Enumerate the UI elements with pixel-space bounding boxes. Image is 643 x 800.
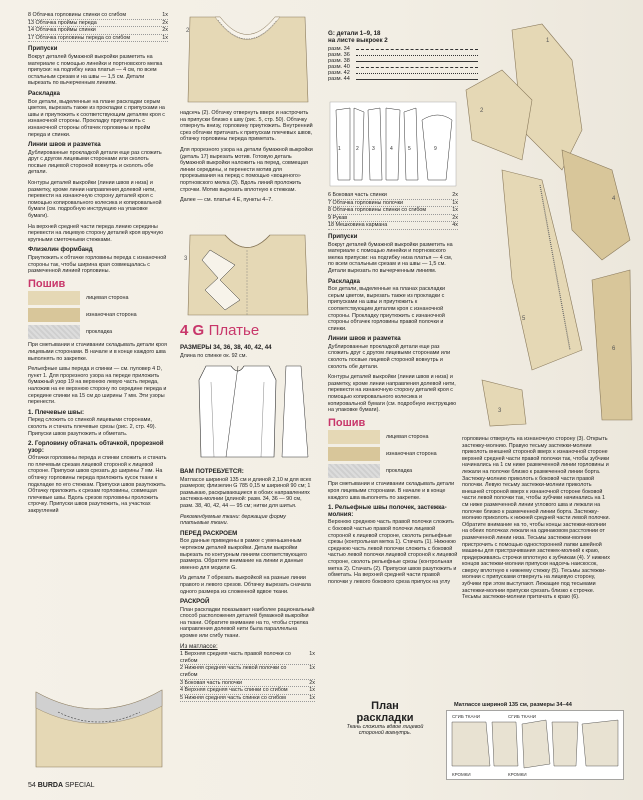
column-4	[462, 436, 612, 605]
label-kromki: КРОМКИ	[452, 772, 471, 777]
layout-diagram-title: Матлассе шириной 135 см, размеры 34–44	[454, 702, 572, 708]
swatch-back	[328, 447, 380, 461]
paragraph: горловины отвернуть на изнаночную сторону (3). Открыть застежку-молнию. Правую тесьму застежки-молнии приколоть внешней стороной вверх к изнаночной стороне верхней средней части правой полочки так, чтобы зубчики начинались на 1 см ниже размеченной линии горловины и лежали на полочке близко к размеченной линии борта. Застежку-молнию приколоть к боковой части правой полочки. Левую тесьму застежки-молнии приколоть внешней стороной вверх к изнаночной стороне боковой части левой полочки так, чтобы зубчики начинались на 1 см ниже размеченной линии углового шва и лежали на полочке близко к размеченной линии борта. Застежку-молнию приколоть к нижней средней части левой полочки. Обратите внимание на то, чтобы концы застежки-молнии на обеих полочках лежали на одинаковом расстоянии от размеченной линии низа. Тесьмы застежки-молнии пристрочить с помощью односторонней лапки швейной машины для пристрачивания застежек-молний к краю, придерживаясь строчки вплотную к зубчикам (4). У нижних концов застежки-молнии припуски надсечь наискосок, сверху вплотную к нижнему стежку (5). Тесьмы застежки-молнии с припусками отвернуть на лицевую сторону, зубчики при этом выступают. Лежащие под тесьмами застежки-молнии припуски срезать близко к строчке. Тесьмы застежки-молнии притачать к краю (6).	[462, 436, 610, 601]
figure-bodice-motif	[180, 230, 315, 318]
heading-cut: РАСКРОЙ	[180, 598, 210, 606]
paragraph: Из детали 7 обрезать выкройкой на разные линии правого и левого срезов. Обтачку вырезать сначала одного размера из сложенной вдвое ткани.	[180, 575, 311, 595]
figure-bodice-top	[180, 12, 315, 107]
legend-back: изнаночная сторона	[328, 447, 458, 461]
swatch-pad	[328, 464, 380, 478]
layout-plan-caption	[335, 700, 435, 760]
paragraph: Все детали, выделенные на плане раскладки серым цветом, вырезать также из прокладки с припусками на швы и приутюжить к соответствующим деталям кроя с изнаночной стороны. Прокладку приутюжить с изнаночной стороны обтачек горловины и пройм переда и спинки.	[28, 98, 165, 138]
figure-number: 5	[522, 316, 526, 322]
paragraph: Перед сложить со спинкой лицевыми сторонами, сколоть и стачать плечевые срезы (рис. 2, стр. 49). Припуски швов разутюжить и обметать.	[28, 417, 157, 437]
model-code: 4 G	[180, 322, 205, 339]
column-1	[28, 12, 168, 519]
paragraph: Контуры деталей выкройки (линии швов и низа) и разметку, кроме линии направления долевой нити, перевести на изнаночную сторону деталей кроя с помощью копировального колесика и копировальной бумаги (см. подробную инструкцию на упаковке бумаги).	[28, 180, 162, 220]
paragraph: Далее — см. платье 4 E, пункты 4–7.	[180, 197, 273, 204]
figure-number: 3	[184, 256, 188, 262]
figure-neck-facing	[28, 672, 170, 772]
paragraph: Обтачки горловины переда и спинки сложить и стачать по плечевым срезам лицевой стороной к лицевой стороне. Припуски швов срезать до ширины 7 мм. На обтачку горловины переда приложить кусок ткани к подкладке по его стежкам. Припуски швов разутюжить. Обтачку приложить к срезам горловины, совмещая плечевые швы. Вдоль срезов горловины проложить строчку. Припуски швов разутюжить, на участках закруглений	[28, 455, 167, 515]
pattern-sizes-box	[328, 30, 478, 82]
parts-list-col3	[328, 192, 458, 230]
heading-before: ПЕРЕД РАСКРОЕМ	[180, 529, 238, 537]
svg-text:9: 9	[434, 146, 437, 152]
paragraph: Приутюжить к обтачке горловины переда с изнаночной стороны так, чтобы ширина края совмещалась с размеченной линией горловины.	[28, 255, 167, 275]
heading-linii: Линии швов и разметка	[28, 141, 101, 149]
svg-text:1: 1	[338, 146, 341, 152]
svg-text:3: 3	[372, 146, 375, 152]
plan-title-2: раскладки	[356, 712, 414, 724]
size-line: разм. 34	[328, 46, 478, 52]
figure-number: 6	[612, 346, 616, 352]
legend-pad: прокладка	[28, 325, 168, 339]
list-item: 18 Мешковина кармана 4х	[328, 222, 458, 229]
list-item: 9 Рукав 2х	[328, 214, 458, 221]
paragraph: Для прорезного узора на детали бумажной выкройки (деталь 17) вырезать мотив. Готовую деталь бумажной выкройки наложить на перед, совмещая линии середины, и перенести мотив для прорезывания на перед с помощью «вощеного» портновского мелка (3). Вдоль линий проложить строчки. Мотив вырезать вплотную к стежкам.	[180, 146, 313, 193]
legend-back: изнаночная сторона	[28, 308, 168, 322]
list-item: 8 Обтачка горловины спинки со сгибом 1х	[28, 12, 168, 18]
paragraph: Матлассе шириной 135 см и длиной 2,10 м для всех размеров; флизелин G 785 0,15 м шириной 90 см; 1 размыкаю, раскрывающиеся в обоих направлениях застежка-молнии (длиной: разм. 34, 36 — 90 см, разм. 38, 40, 42, 44 — 95 см; нитки для шитья.	[180, 476, 312, 509]
heading-step-1: 1. Рельефные швы полочек, застежка-молния:	[328, 504, 447, 518]
figure-number: 2	[186, 28, 190, 34]
paragraph: Вокруг деталей бумажной выкройки разметить на материале с помощью линейки и портновского мелка припуски: на подгибку низа платья — 4 см, по всем остальным срезам и на швы — 1,5 см. Детали вырезать по вычерченным линиям.	[328, 241, 453, 274]
paragraph: Дублированные прокладкой детали еще раз сложить друг с другом лицевыми сторонами или сколоть посвые лицевой стороной вовнутрь и сколоть обе детали.	[28, 149, 162, 176]
swatch-back	[28, 308, 80, 322]
heading-sizes: РАЗМЕРЫ 34, 36, 38, 40, 42, 44	[180, 344, 272, 351]
column-2-bottom	[180, 466, 315, 706]
layout-diagram	[446, 710, 624, 780]
paragraph: Рекомендуемые ткани: держащие форму платьевые ткани.	[180, 513, 286, 527]
size-line: разм. 38	[328, 58, 478, 64]
legend-pad: прокладка	[328, 464, 458, 478]
paragraph: При сметывании и стачивании складывать детали кроя лицевыми сторонами. В начале и в конце каждого шва выполнять по закрепке.	[28, 342, 167, 362]
parts-list-top	[28, 12, 168, 42]
paragraph: надсечь (2). Обтачку отвернуть вверх и настрочить на припуски близко к шву (рис. 5, стр. 50). Обтачку отвернуть внизу, горловину приутюжить. Внутренний срез обтачки притачать к припускам плечевых швов, обтачку горловины переда приметать.	[180, 110, 313, 143]
brand-edition: SPECIAL	[64, 782, 95, 789]
heading-poshiv: Пошив	[328, 416, 366, 429]
legend-face: лицевая сторона	[328, 430, 458, 444]
heading-linii: Линии швов и разметка	[328, 335, 401, 343]
pattern-heading-2: на листе выкроек 2	[328, 37, 388, 44]
label-kromki: КРОМКИ	[508, 772, 527, 777]
brand-name: BURDA	[37, 782, 64, 789]
list-item: 6 Боковая часть спинки 2х	[328, 192, 458, 198]
list-item: 7 Обтачка горловины полочки 1х	[328, 199, 458, 206]
list-item: 4 Верхняя средняя часть спинки со сгибом 1х	[180, 687, 315, 694]
paragraph: Контуры деталей выкройки (линии швов и низа) и разметку, кроме линии направления долевой нити, перевести на изнаночную сторону деталей кроя с помощью копировального колесика и копировальной бумаги (см. подробную инструкцию на упаковке бумаги).	[328, 374, 457, 414]
heading-need: ВАМ ПОТРЕБУЕТСЯ:	[180, 468, 244, 475]
page-number: 54	[28, 782, 36, 789]
heading-raskladka: Раскладка	[28, 89, 60, 97]
list-item: 17 Обтачка горловины переда со сгибом 1х	[28, 34, 168, 41]
figure-number: 1	[546, 38, 550, 44]
legend-face: лицевая сторона	[28, 291, 168, 305]
list-item: 5 Нижняя средняя часть спинки со сгибом 1х	[180, 694, 315, 701]
size-line: разм. 44	[328, 76, 478, 82]
paragraph: Все детали, выделенные на планах раскладки серым цветом, вырезать также из прокладки с припусками на швы и приутюжить к соответствующим деталям кроя с изнаночной стороны. Прокладку приутюжить с изнаночной стороны обтачек горловины правой полочки и спинки.	[328, 286, 445, 332]
figure-number: 4	[612, 196, 616, 202]
figure-number: 2	[480, 108, 484, 114]
figure-dress-technical	[186, 362, 316, 462]
size-line: разм. 36	[328, 52, 478, 58]
model-title	[180, 322, 259, 340]
heading-pripuski: Припуски	[328, 232, 358, 240]
model-name: Платье	[208, 322, 260, 339]
paragraph: Все данные приведены в рамке с уменьшенным чертежом деталей выкройки. Детали выкройки вырезать по контурным линиям соответствующего размера. Обратите внимание на линии и данные именно для модели G.	[180, 538, 308, 571]
list-item: 14 Обтачка проймы спинки 2х	[28, 27, 168, 34]
paragraph: Верхнюю среднюю часть правой полочки сложить с боковой частью правой полочки лицевой стороной к лицевой стороне, сколоть рельефные срезы (контрольная метка 1). Стачать (1). Нижнюю среднюю часть левой полочки сложить с боковой частью левой полочки лицевой стороной к лицевой стороне, сколоть рельефные срезы (контрольная метка 2). Стачать (2). Припуски швов разутюжить и обметать. На верхней средней части правой полочки у левого бокового среза припуск на углу	[328, 519, 458, 585]
paragraph: Вокруг деталей бумажной выкройки разметить на материале с помощью линейки и портновского мелка припуски: на подгибку низа платья — 4 см, по всем остальным срезам и на швы — 1,5 см. Детали вырезать по вычерченным линиям.	[28, 53, 163, 87]
paragraph: Дублированные прокладкой детали еще раз сложить друг с другом лицевыми сторонами или сколоть посвые лицевой стороной вовнутрь и сколоть обе детали.	[328, 343, 451, 370]
paragraph: Рельефные швы переда и спинки — см. пуловер 4 D, пункт 1. Для прорезного узора на переде приложить бумажный узор 19 на верхнюю левую часть переда, наложив на ее верхнюю сторону по середине переда и середине спинки на 15 см до ширины 7 мм. Эти узоры перенести.	[28, 366, 167, 406]
swatch-face	[28, 291, 80, 305]
list-item: 3 Боковая часть полочки 2х	[180, 679, 315, 686]
heading-step-1: 1. Плечевые швы:	[28, 408, 85, 416]
paragraph: На верхней средней части переда линию середины перевести на лицевую сторону деталей кроя вручную крупными сметочными стежками.	[28, 223, 164, 243]
heading-pripuski: Припуски	[28, 45, 58, 53]
swatch-face	[328, 430, 380, 444]
heading-step-2: 2. Горловину обтачать обтачкой, прорезной узор:	[28, 440, 164, 454]
size-line: разм. 42	[328, 70, 478, 76]
list-item: 1 Верхняя средняя часть правой полочки со сгибом 1х	[180, 651, 315, 664]
svg-text:5: 5	[408, 146, 411, 152]
plan-subtitle: Ткань сложить вдвое лицевой стороной вовнутрь.	[346, 724, 424, 736]
heading-flizelin: Флизелин формбанд	[28, 246, 93, 254]
list-item: 8 Обтачка горловины спинки со сгибом 1х	[328, 207, 458, 214]
swatch-pad	[28, 325, 80, 339]
paragraph: Длина по спинке ок. 92 см.	[180, 352, 247, 359]
column-2-top	[180, 110, 315, 208]
figure-zipper-steps	[462, 20, 638, 430]
heading-list: Из матлассе:	[180, 642, 218, 650]
pattern-heading: G: детали 1–9, 18	[328, 30, 381, 37]
parts-list-col2	[180, 651, 315, 702]
list-item: 2 Нижняя средняя часть левой полочки со сгибом 1х	[180, 665, 315, 679]
svg-text:2: 2	[356, 146, 359, 152]
label-sgib: СГИБ ТКАНИ	[508, 714, 536, 719]
label-sgib: СГИБ ТКАНИ	[452, 714, 480, 719]
paragraph: При сметывании и стачивании складывать детали кроя лицевыми сторонами. В начале и в конце каждого шва выполнять по закрепке.	[328, 481, 455, 501]
list-item: 13 Обтачка проймы переда 2х	[28, 19, 168, 26]
size-line: разм. 40	[328, 64, 478, 70]
heading-poshiv: Пошив	[28, 277, 66, 290]
column-3	[328, 192, 458, 589]
figure-pattern-pieces	[328, 100, 458, 188]
column-2-sizes	[180, 342, 315, 363]
paragraph: План раскладки показывает наиболее рациональный способ расположения деталей бумажной выкройки на ткани. Обратите внимание на то, чтобы стрелка направления долевой нити была параллельна кромке или сгибу ткани.	[180, 606, 315, 640]
page-footer	[28, 782, 95, 789]
heading-raskladka: Раскладка	[328, 277, 360, 285]
svg-text:4: 4	[390, 146, 393, 152]
figure-number: 3	[498, 408, 502, 414]
plan-title-1: План	[371, 700, 399, 712]
